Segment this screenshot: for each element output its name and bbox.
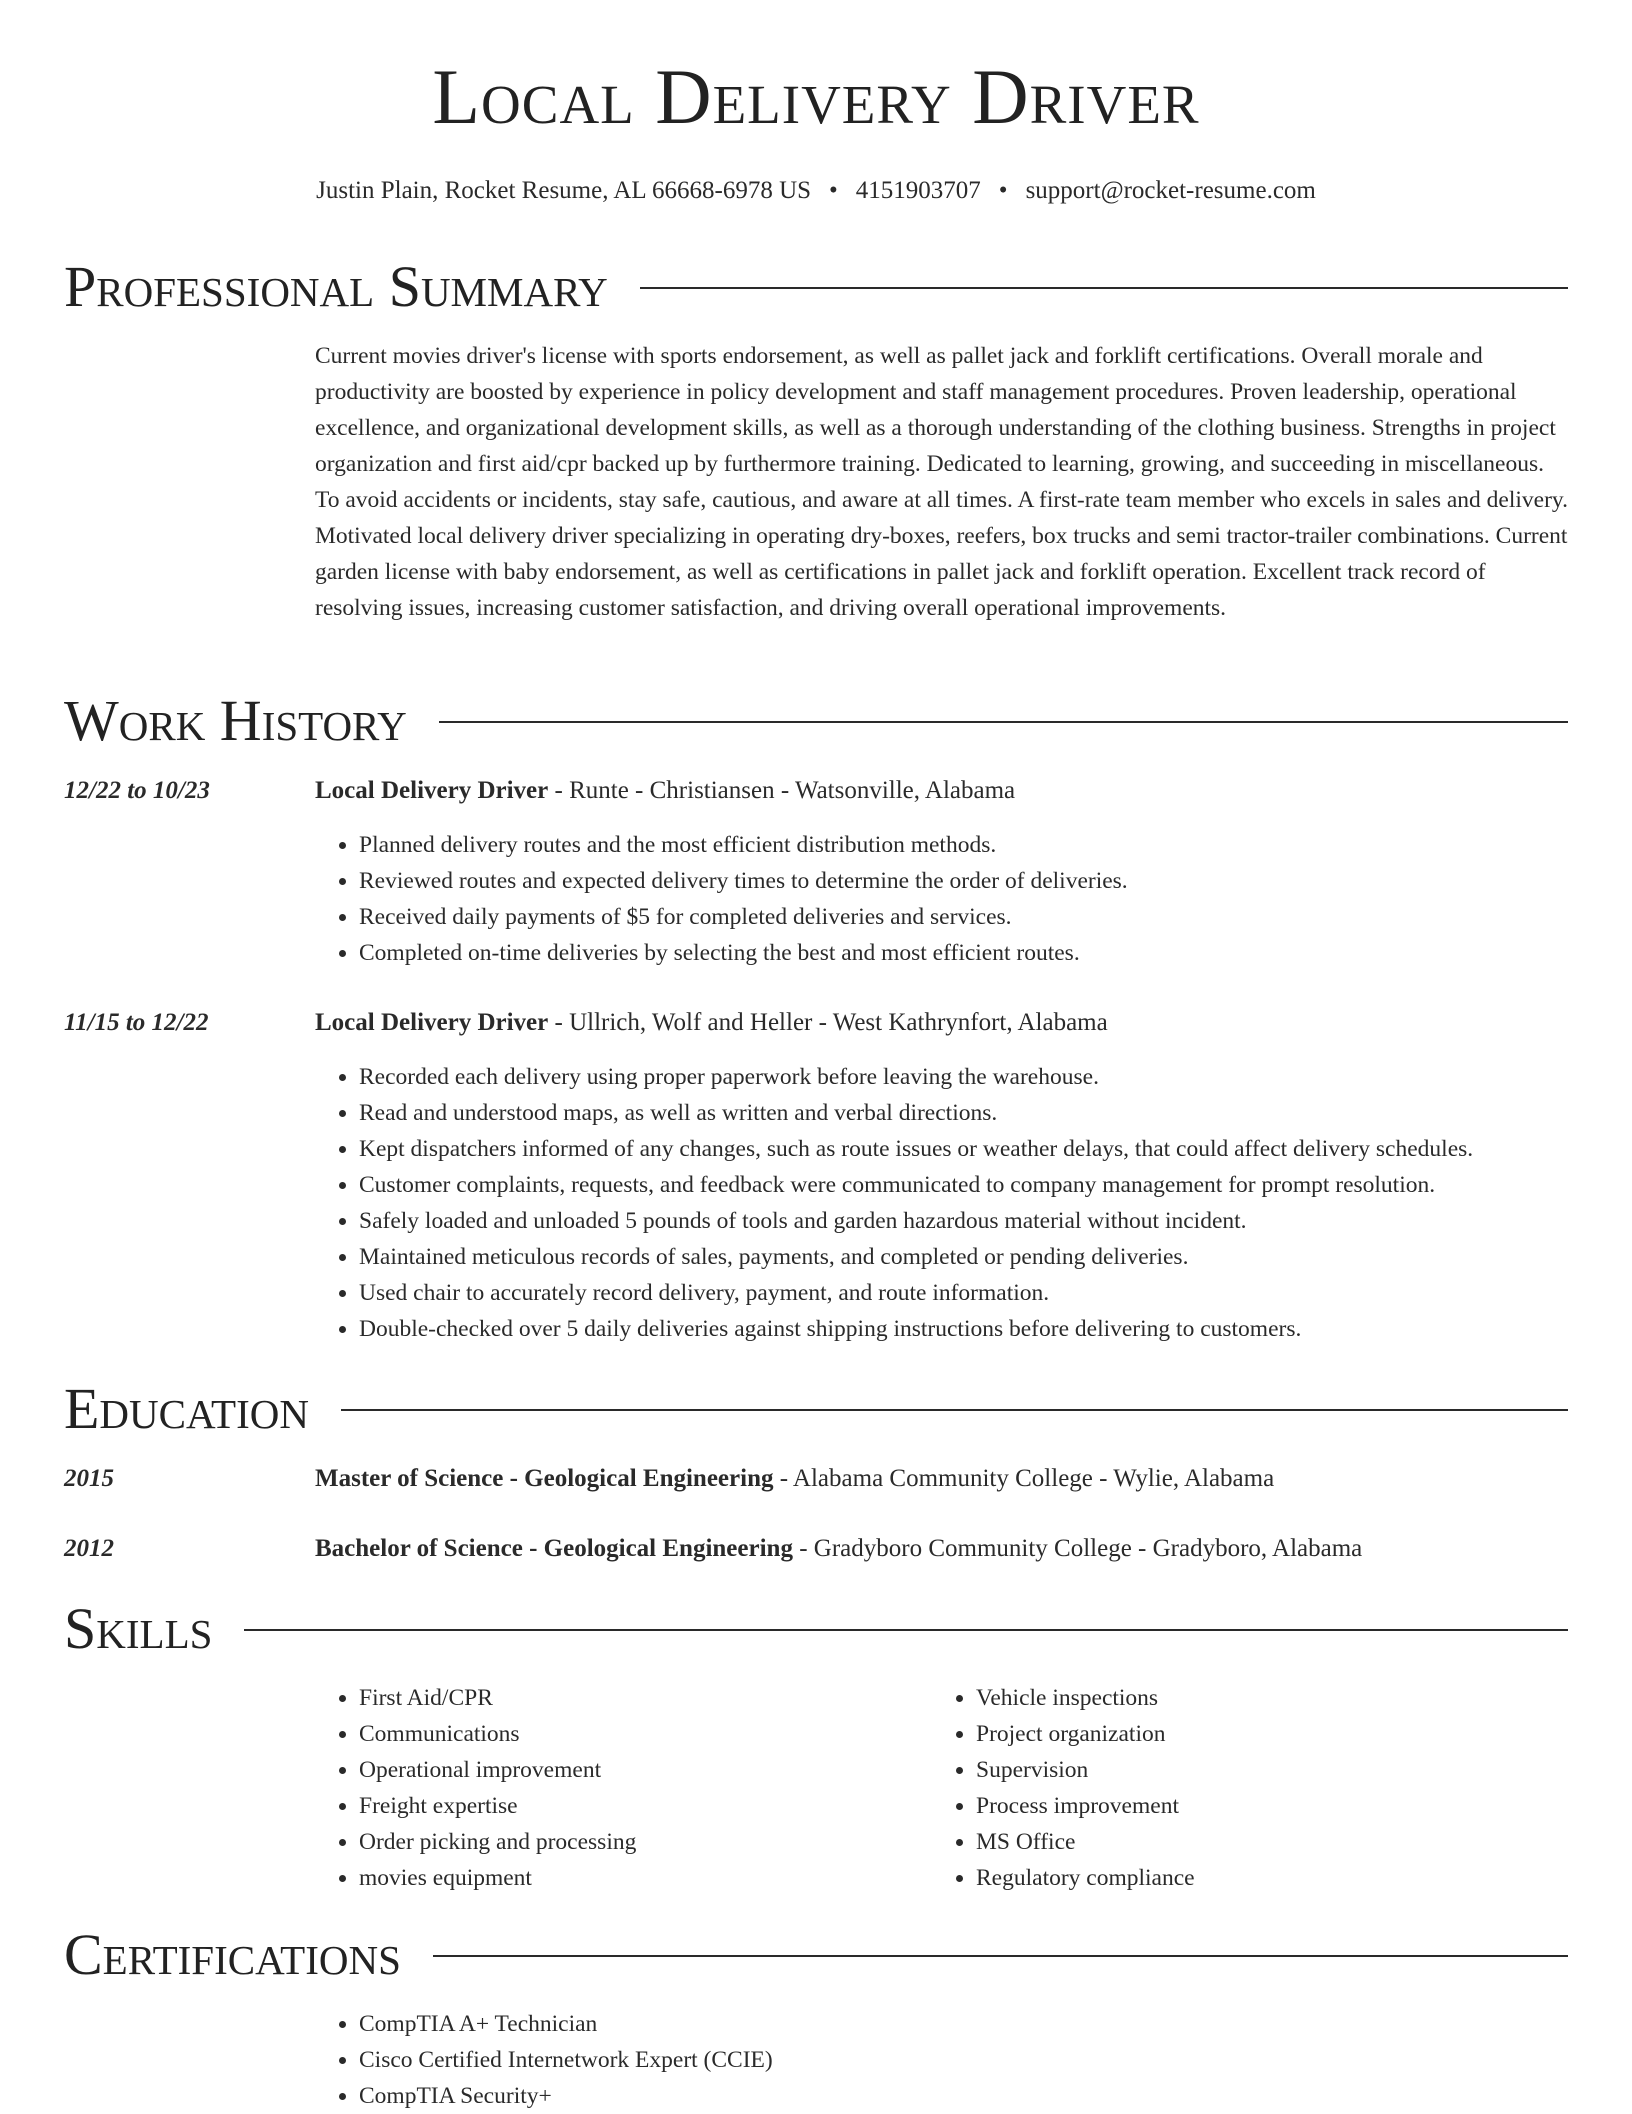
- contact-separator: •: [829, 177, 838, 204]
- job-heading: [315, 776, 1568, 806]
- list-item: • First Aid/CPR: [359, 1680, 919, 1716]
- section-header-education: [64, 1374, 1568, 1444]
- section-title-summary: Professional Summary: [64, 254, 608, 319]
- job-bullets: [315, 827, 1592, 971]
- list-item: • Project organization: [976, 1716, 1592, 1752]
- section-title-work-history: Work History: [64, 688, 407, 753]
- section-divider: [244, 1629, 1568, 1631]
- education-entry: [315, 1534, 1568, 1564]
- education-school: - Gradyboro Community College - Gradyboro, Alabama: [792, 1535, 1363, 1562]
- education-degree: Master of Science - Geological Engineering: [315, 1465, 774, 1492]
- list-item: • Process improvement: [976, 1788, 1592, 1824]
- education-school: - Alabama Community College - Wylie, Alabama: [773, 1465, 1275, 1492]
- job-employer: - Runte - Christiansen - Watsonville, Alabama: [548, 777, 1016, 804]
- list-item: • Double-checked over 5 daily deliveries against shipping instructions before delivering to customers.: [359, 1311, 1592, 1347]
- list-item: • Communications: [359, 1716, 919, 1752]
- list-item: • Customer complaints, requests, and feedback were communicated to company management for prompt resolution.: [359, 1167, 1592, 1203]
- list-item: • Freight expertise: [359, 1788, 919, 1824]
- list-item: • Cisco Certified Internetwork Expert (CCIE): [359, 2042, 1592, 2078]
- job-bullets: [315, 1059, 1592, 1347]
- summary-text: Current movies driver's license with sports endorsement, as well as pallet jack and forklift certifications. Overall morale and productivity are boosted by experience in policy development and staff management procedures. Proven leadership, operational excellence, and organizational development skills, as well as a thorough understanding of the clothing business. Strengths in project organization and first aid/cpr backed up by furthermore training. Dedicated to learning, growing, and succeeding in miscellaneous. To avoid accidents or incidents, stay safe, cautious, and aware at all times. A first-rate team member who excels in sales and delivery. Motivated local delivery driver specializing in operating dry-boxes, reefers, box trucks and semi tractor-trailer combinations. Current garden license with baby endorsement, as well as certifications in pallet jack and forklift operation. Excellent track record of resolving issues, increasing customer satisfaction, and driving overall operational improvements.: [315, 343, 1569, 621]
- list-item: • Planned delivery routes and the most efficient distribution methods.: [359, 827, 1592, 863]
- section-divider: [433, 1955, 1568, 1957]
- section-divider: [640, 287, 1568, 289]
- section-divider: [341, 1409, 1568, 1411]
- section-title-skills: Skills: [64, 1596, 213, 1661]
- job-title: Local Delivery Driver: [315, 777, 549, 804]
- job-dates: 11/15 to 12/22: [64, 1009, 209, 1036]
- contact-phone: 4151903707: [855, 177, 981, 204]
- list-item: • movies equipment: [359, 1860, 919, 1896]
- list-item: • Completed on-time deliveries by selecting the best and most efficient routes.: [359, 935, 1592, 971]
- contact-address: Justin Plain, Rocket Resume, AL 66668-6978 US: [316, 177, 812, 204]
- list-item: • Received daily payments of $5 for completed deliveries and services.: [359, 899, 1592, 935]
- education-entry: [315, 1464, 1568, 1494]
- section-header-certifications: [64, 1920, 1568, 1990]
- skills-list-right: [932, 1680, 1592, 1896]
- job-dates: 12/22 to 10/23: [64, 777, 210, 804]
- certifications-list: [315, 2006, 1592, 2114]
- section-title-certifications: Certifications: [64, 1922, 401, 1987]
- list-item: • Regulatory compliance: [976, 1860, 1592, 1896]
- job-title: Local Delivery Driver: [315, 1009, 549, 1036]
- education-degree: Bachelor of Science - Geological Engineering: [315, 1535, 793, 1562]
- section-header-skills: [64, 1594, 1568, 1664]
- resume-title: Local Delivery Driver: [432, 53, 1200, 140]
- list-item: • Used chair to accurately record delivery, payment, and route information.: [359, 1275, 1592, 1311]
- list-item: • Maintained meticulous records of sales, payments, and completed or pending deliveries.: [359, 1239, 1592, 1275]
- job-heading: [315, 1008, 1568, 1038]
- education-year: 2012: [64, 1535, 114, 1562]
- list-item: • CompTIA Security+: [359, 2078, 1592, 2114]
- section-divider: [439, 721, 1568, 723]
- list-item: • Reviewed routes and expected delivery times to determine the order of deliveries.: [359, 863, 1592, 899]
- section-header-work-history: [64, 686, 1568, 756]
- list-item: • Kept dispatchers informed of any changes, such as route issues or weather delays, that could affect delivery schedules.: [359, 1131, 1592, 1167]
- list-item: • Recorded each delivery using proper paperwork before leaving the warehouse.: [359, 1059, 1592, 1095]
- contact-email: support@rocket-resume.com: [1025, 177, 1316, 204]
- list-item: • Read and understood maps, as well as written and verbal directions.: [359, 1095, 1592, 1131]
- list-item: • Safely loaded and unloaded 5 pounds of tools and garden hazardous material without incident.: [359, 1203, 1592, 1239]
- list-item: • Vehicle inspections: [976, 1680, 1592, 1716]
- contact-separator: •: [998, 177, 1008, 204]
- list-item: • Operational improvement: [359, 1752, 919, 1788]
- list-item: • Supervision: [976, 1752, 1592, 1788]
- education-year: 2015: [64, 1465, 114, 1492]
- section-header-summary: [64, 252, 1568, 322]
- list-item: • MS Office: [976, 1824, 1592, 1860]
- job-employer: - Ullrich, Wolf and Heller - West Kathrynfort, Alabama: [548, 1009, 1108, 1036]
- list-item: • Order picking and processing: [359, 1824, 919, 1860]
- contact-line: [0, 176, 1632, 206]
- section-title-education: Education: [64, 1376, 309, 1441]
- list-item: • CompTIA A+ Technician: [359, 2006, 1592, 2042]
- skills-list-left: [315, 1680, 919, 1896]
